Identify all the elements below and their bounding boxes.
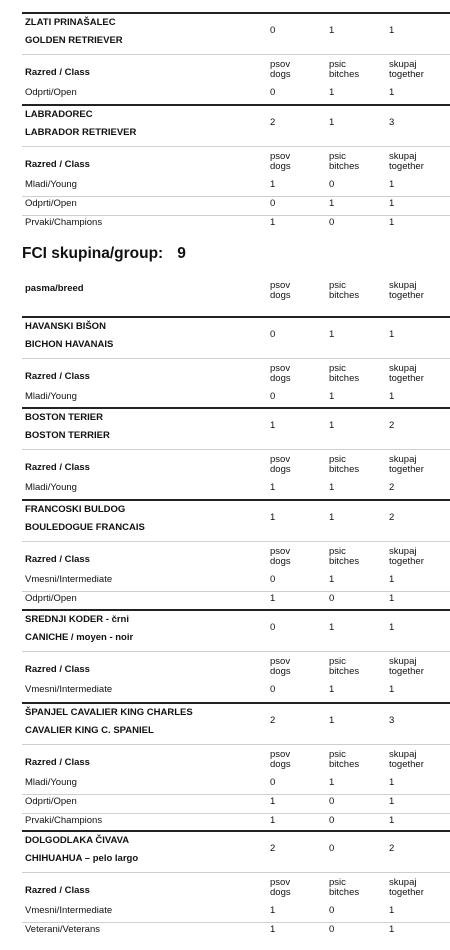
class-row-bitches: 0	[329, 217, 335, 228]
class-header: Razred / Class	[25, 757, 90, 768]
class-row-bitches: 1	[329, 482, 335, 493]
class-row-dogs: 1	[270, 217, 276, 228]
class-row-name: Mladi/Young	[25, 482, 77, 493]
class-row-dogs: 1	[270, 924, 276, 935]
class-header: Razred / Class	[25, 664, 90, 675]
class-header: Razred / Class	[25, 371, 90, 382]
class-row-bitches: 0	[329, 924, 335, 935]
column-header-bitches: psic bitches	[329, 363, 360, 384]
column-header-dogs: psov dogs	[270, 656, 291, 677]
row-divider	[22, 651, 450, 652]
class-row-dogs: 0	[270, 574, 276, 585]
class-row-together: 1	[389, 684, 395, 695]
column-header-together: skupaj together	[389, 877, 424, 898]
breed-name-si: ŠPANJEL CAVALIER KING CHARLES	[25, 707, 193, 718]
breed-total-bitches: 0	[329, 843, 335, 854]
row-divider	[22, 813, 450, 814]
class-header: Razred / Class	[25, 462, 90, 473]
class-row-dogs: 0	[270, 684, 276, 695]
breed-total-dogs: 0	[270, 622, 276, 633]
column-header-bitches: psic bitches	[329, 749, 360, 770]
class-row-bitches: 1	[329, 87, 335, 98]
breed-total-bitches: 1	[329, 117, 335, 128]
breed-total-together: 1	[389, 622, 395, 633]
class-row-bitches: 0	[329, 593, 335, 604]
class-row-bitches: 1	[329, 777, 335, 788]
column-header-dogs: psov dogs	[270, 454, 291, 475]
breed-total-bitches: 1	[329, 329, 335, 340]
row-divider	[22, 54, 450, 55]
class-row-together: 1	[389, 593, 395, 604]
breed-name-si: DOLGODLAKA ČIVAVA	[25, 835, 130, 846]
breed-total-bitches: 1	[329, 512, 335, 523]
class-row-bitches: 0	[329, 905, 335, 916]
class-row-dogs: 0	[270, 777, 276, 788]
class-row-dogs: 1	[270, 593, 276, 604]
class-row-dogs: 0	[270, 198, 276, 209]
column-header-together: skupaj together	[389, 656, 424, 677]
class-header: Razred / Class	[25, 554, 90, 565]
class-row-bitches: 0	[329, 815, 335, 826]
breed-separator	[22, 12, 450, 14]
breed-name-si: SREDNJI KODER - črni	[25, 614, 129, 625]
row-divider	[22, 215, 450, 216]
class-row-together: 1	[389, 905, 395, 916]
class-row-bitches: 0	[329, 796, 335, 807]
column-header-together: skupaj together	[389, 749, 424, 770]
class-row-dogs: 1	[270, 905, 276, 916]
breed-total-together: 2	[389, 843, 395, 854]
breed-total-together: 1	[389, 329, 395, 340]
class-row-together: 1	[389, 574, 395, 585]
breed-name-si: FRANCOSKI BULDOG	[25, 504, 126, 515]
class-row-dogs: 1	[270, 815, 276, 826]
breed-total-dogs: 2	[270, 843, 276, 854]
row-divider	[22, 794, 450, 795]
breed-separator	[22, 609, 450, 611]
column-header-together: skupaj together	[389, 59, 424, 80]
class-row-name: Mladi/Young	[25, 391, 77, 402]
class-row-dogs: 1	[270, 482, 276, 493]
class-row-name: Odprti/Open	[25, 198, 77, 209]
column-header-dogs: psov dogs	[270, 280, 291, 301]
column-header-together: skupaj together	[389, 454, 424, 475]
class-row-bitches: 0	[329, 179, 335, 190]
breed-total-together: 3	[389, 117, 395, 128]
class-header: Razred / Class	[25, 67, 90, 78]
breed-total-bitches: 1	[329, 715, 335, 726]
breed-total-together: 2	[389, 512, 395, 523]
column-header-bitches: psic bitches	[329, 59, 360, 80]
column-header-dogs: psov dogs	[270, 546, 291, 567]
column-header-bitches: psic bitches	[329, 656, 360, 677]
class-row-name: Mladi/Young	[25, 179, 77, 190]
class-row-name: Odprti/Open	[25, 593, 77, 604]
group-label: FCI skupina/group:	[22, 245, 164, 262]
breed-total-dogs: 1	[270, 512, 276, 523]
breed-total-dogs: 2	[270, 117, 276, 128]
class-row-together: 1	[389, 777, 395, 788]
column-header-bitches: psic bitches	[329, 151, 360, 172]
class-row-together: 2	[389, 482, 395, 493]
breed-separator	[22, 407, 450, 409]
breed-total-together: 2	[389, 420, 395, 431]
column-header-together: skupaj together	[389, 546, 424, 567]
row-divider	[22, 591, 450, 592]
breed-name-si: LABRADOREC	[25, 109, 93, 120]
breed-total-dogs: 1	[270, 420, 276, 431]
column-header-together: skupaj together	[389, 151, 424, 172]
breed-name-si: BOSTON TERIER	[25, 412, 103, 423]
row-divider	[22, 358, 450, 359]
breed-separator	[22, 702, 450, 704]
row-divider	[22, 196, 450, 197]
breed-separator	[22, 104, 450, 106]
class-row-name: Odprti/Open	[25, 796, 77, 807]
class-row-dogs: 1	[270, 796, 276, 807]
column-header-dogs: psov dogs	[270, 363, 291, 384]
breed-name-en: LABRADOR RETRIEVER	[25, 127, 137, 138]
class-row-together: 1	[389, 198, 395, 209]
class-row-bitches: 1	[329, 198, 335, 209]
class-row-dogs: 1	[270, 179, 276, 190]
class-row-together: 1	[389, 179, 395, 190]
breed-column-header: pasma/breed	[25, 283, 84, 294]
row-divider	[22, 744, 450, 745]
class-row-name: Vmesni/Intermediate	[25, 574, 113, 585]
row-divider	[22, 922, 450, 923]
row-divider	[22, 541, 450, 542]
class-header: Razred / Class	[25, 885, 90, 896]
row-divider	[22, 872, 450, 873]
group-title	[22, 245, 186, 263]
class-header: Razred / Class	[25, 159, 90, 170]
column-header-together: skupaj together	[389, 363, 424, 384]
class-row-together: 1	[389, 87, 395, 98]
breed-separator	[22, 499, 450, 501]
breed-name-si: ZLATI PRINAŠALEC	[25, 17, 116, 28]
breed-total-bitches: 1	[329, 622, 335, 633]
breed-name-en: CHIHUAHUA – pelo largo	[25, 853, 139, 864]
column-header-dogs: psov dogs	[270, 749, 291, 770]
breed-name-en: GOLDEN RETRIEVER	[25, 35, 123, 46]
class-row-dogs: 0	[270, 391, 276, 402]
breed-name-en: CANICHE / moyen - noir	[25, 632, 134, 643]
class-row-name: Mladi/Young	[25, 777, 77, 788]
breed-total-together: 3	[389, 715, 395, 726]
column-header-together: skupaj together	[389, 280, 424, 301]
breed-total-bitches: 1	[329, 420, 335, 431]
class-row-name: Prvaki/Champions	[25, 217, 103, 228]
class-row-together: 1	[389, 924, 395, 935]
breed-total-bitches: 1	[329, 25, 335, 36]
breed-name-en: BOSTON TERRIER	[25, 430, 110, 441]
breed-separator	[22, 830, 450, 832]
breed-name-si: HAVANSKI BIŠON	[25, 321, 106, 332]
class-row-name: Vmesni/Intermediate	[25, 905, 113, 916]
row-divider	[22, 146, 450, 147]
column-header-bitches: psic bitches	[329, 546, 360, 567]
column-header-dogs: psov dogs	[270, 59, 291, 80]
breed-total-dogs: 0	[270, 329, 276, 340]
column-header-bitches: psic bitches	[329, 454, 360, 475]
column-header-dogs: psov dogs	[270, 877, 291, 898]
class-row-together: 1	[389, 391, 395, 402]
breed-name-en: BICHON HAVANAIS	[25, 339, 114, 350]
class-row-together: 1	[389, 815, 395, 826]
class-row-dogs: 0	[270, 87, 276, 98]
column-header-dogs: psov dogs	[270, 151, 291, 172]
class-row-together: 1	[389, 217, 395, 228]
breed-total-dogs: 2	[270, 715, 276, 726]
breed-total-together: 1	[389, 25, 395, 36]
row-divider	[22, 449, 450, 450]
breed-separator	[22, 316, 450, 318]
column-header-bitches: psic bitches	[329, 877, 360, 898]
class-row-bitches: 1	[329, 574, 335, 585]
class-row-name: Veterani/Veterans	[25, 924, 100, 935]
column-header-bitches: psic bitches	[329, 280, 360, 301]
breed-name-en: CAVALIER KING C. SPANIEL	[25, 725, 154, 736]
breed-total-dogs: 0	[270, 25, 276, 36]
breed-name-en: BOULEDOGUE FRANCAIS	[25, 522, 145, 533]
class-row-bitches: 1	[329, 391, 335, 402]
class-row-together: 1	[389, 796, 395, 807]
group-number: 9	[177, 245, 186, 262]
class-row-bitches: 1	[329, 684, 335, 695]
class-row-name: Vmesni/Intermediate	[25, 684, 113, 695]
class-row-name: Odprti/Open	[25, 87, 77, 98]
class-row-name: Prvaki/Champions	[25, 815, 103, 826]
